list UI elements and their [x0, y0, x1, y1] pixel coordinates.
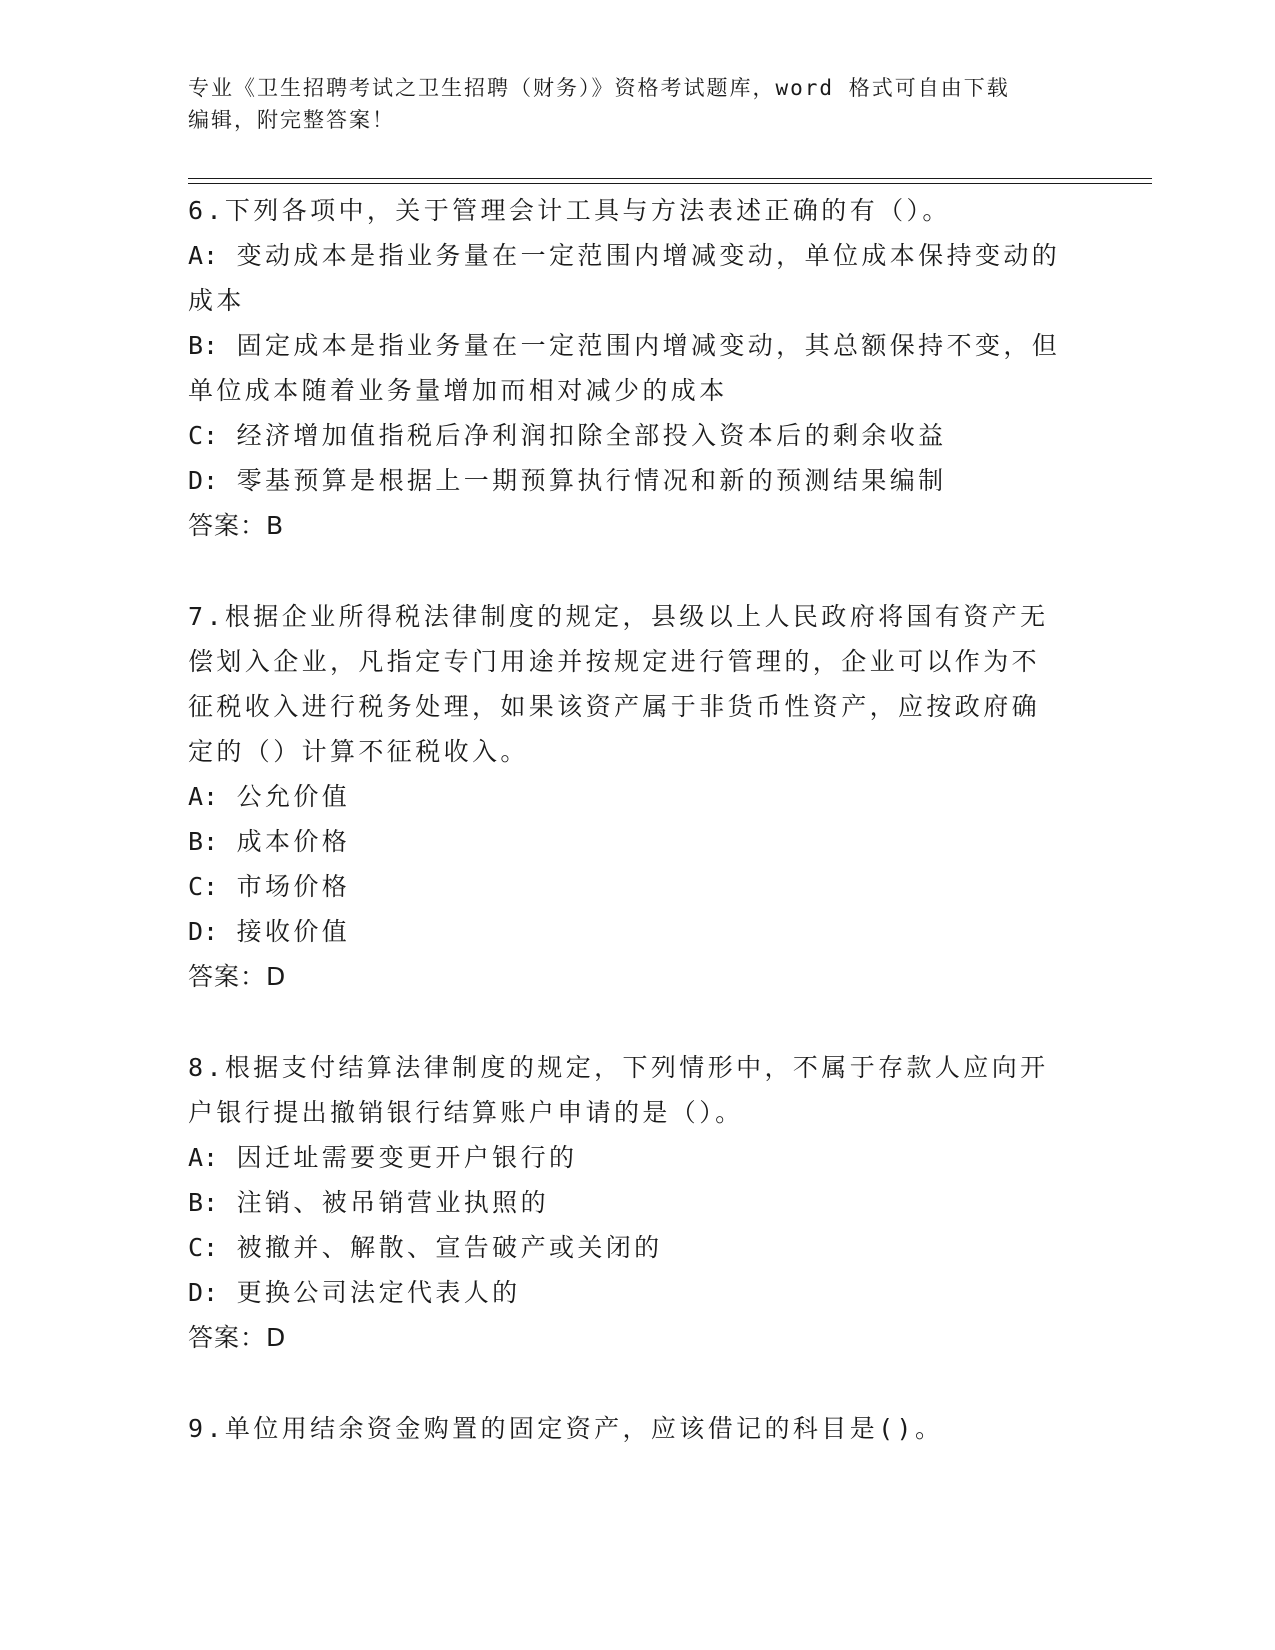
- header-line-1: 专业《卫生招聘考试之卫生招聘（财务）》资格考试题库，word 格式可自由下载: [188, 76, 1010, 100]
- option-text: 因迁址需要变更开户银行的: [236, 1143, 578, 1172]
- option-text: 市场价格: [236, 872, 351, 901]
- option-line: [188, 458, 1088, 503]
- option-line: [188, 413, 1088, 458]
- document-header: [188, 72, 1078, 136]
- option-line: [188, 1270, 1088, 1315]
- option-line: [188, 909, 1088, 954]
- question-block: [188, 188, 1088, 548]
- option-gap: [218, 782, 236, 811]
- question-list: [188, 188, 1088, 1497]
- question-text: 户银行提出撤销银行结算账户申请的是（）。: [188, 1098, 744, 1127]
- option-key: C:: [188, 421, 219, 450]
- question-text: 6.下列各项中，关于管理会计工具与方法表述正确的有（）。: [188, 196, 951, 225]
- option-line: [188, 368, 1088, 413]
- option-line: [188, 1225, 1088, 1270]
- option-line: [188, 1135, 1088, 1180]
- question-text: 7.根据企业所得税法律制度的规定，县级以上人民政府将国有资产无: [188, 602, 1049, 631]
- option-key: B:: [188, 827, 219, 856]
- header-divider-bottom: [188, 183, 1152, 184]
- option-text: 单位成本随着业务量增加而相对减少的成本: [188, 376, 728, 405]
- question-text: 定的（）计算不征税收入。: [188, 737, 529, 766]
- option-text: 成本: [188, 286, 245, 315]
- option-key: D:: [188, 917, 219, 946]
- option-gap: [218, 1278, 236, 1307]
- option-line: [188, 323, 1088, 368]
- option-key: C:: [188, 1233, 219, 1262]
- option-gap: [218, 1143, 236, 1172]
- option-key: C:: [188, 872, 219, 901]
- option-key: A:: [188, 1143, 219, 1172]
- option-text: 注销、被吊销营业执照的: [236, 1188, 549, 1217]
- question-block: [188, 1045, 1088, 1360]
- option-text: 经济增加值指税后净利润扣除全部投入资本后的剩余收益: [236, 421, 947, 450]
- option-gap: [218, 1188, 236, 1217]
- option-gap: [218, 331, 236, 360]
- answer-text: 答案：B: [188, 511, 285, 540]
- option-line: [188, 1180, 1088, 1225]
- option-key: D:: [188, 466, 219, 495]
- option-gap: [218, 827, 236, 856]
- option-key: A:: [188, 241, 219, 270]
- answer-text: 答案：D: [188, 1323, 287, 1352]
- option-gap: [218, 872, 236, 901]
- option-key: B:: [188, 331, 219, 360]
- option-text: 更换公司法定代表人的: [236, 1278, 521, 1307]
- question-block: [188, 1406, 1088, 1451]
- question-text: 9.单位用结余资金购置的固定资产，应该借记的科目是()。: [188, 1414, 944, 1443]
- option-gap: [218, 466, 236, 495]
- question-text: 偿划入企业，凡指定专门用途并按规定进行管理的，企业可以作为不: [188, 647, 1041, 676]
- option-text: 公允价值: [236, 782, 351, 811]
- option-line: [188, 864, 1088, 909]
- header-divider-top: [188, 178, 1152, 179]
- option-gap: [218, 421, 236, 450]
- option-gap: [218, 241, 236, 270]
- option-line: [188, 233, 1088, 278]
- question-block: [188, 594, 1088, 999]
- option-gap: [218, 917, 236, 946]
- header-line-2: 编辑，附完整答案！: [188, 108, 395, 132]
- option-line: [188, 278, 1088, 323]
- question-text: 征税收入进行税务处理，如果该资产属于非货币性资产，应按政府确: [188, 692, 1041, 721]
- option-text: 被撤并、解散、宣告破产或关闭的: [236, 1233, 663, 1262]
- option-text: 变动成本是指业务量在一定范围内增减变动，单位成本保持变动的: [236, 241, 1061, 270]
- answer-text: 答案：D: [188, 962, 287, 991]
- question-text: 8.根据支付结算法律制度的规定，下列情形中，不属于存款人应向开: [188, 1053, 1049, 1082]
- option-key: A:: [188, 782, 219, 811]
- option-line: [188, 774, 1088, 819]
- option-key: B:: [188, 1188, 219, 1217]
- option-gap: [218, 1233, 236, 1262]
- option-text: 固定成本是指业务量在一定范围内增减变动，其总额保持不变，但: [236, 331, 1061, 360]
- option-text: 成本价格: [236, 827, 351, 856]
- option-key: D:: [188, 1278, 219, 1307]
- option-text: 接收价值: [236, 917, 351, 946]
- option-line: [188, 819, 1088, 864]
- option-text: 零基预算是根据上一期预算执行情况和新的预测结果编制: [236, 466, 947, 495]
